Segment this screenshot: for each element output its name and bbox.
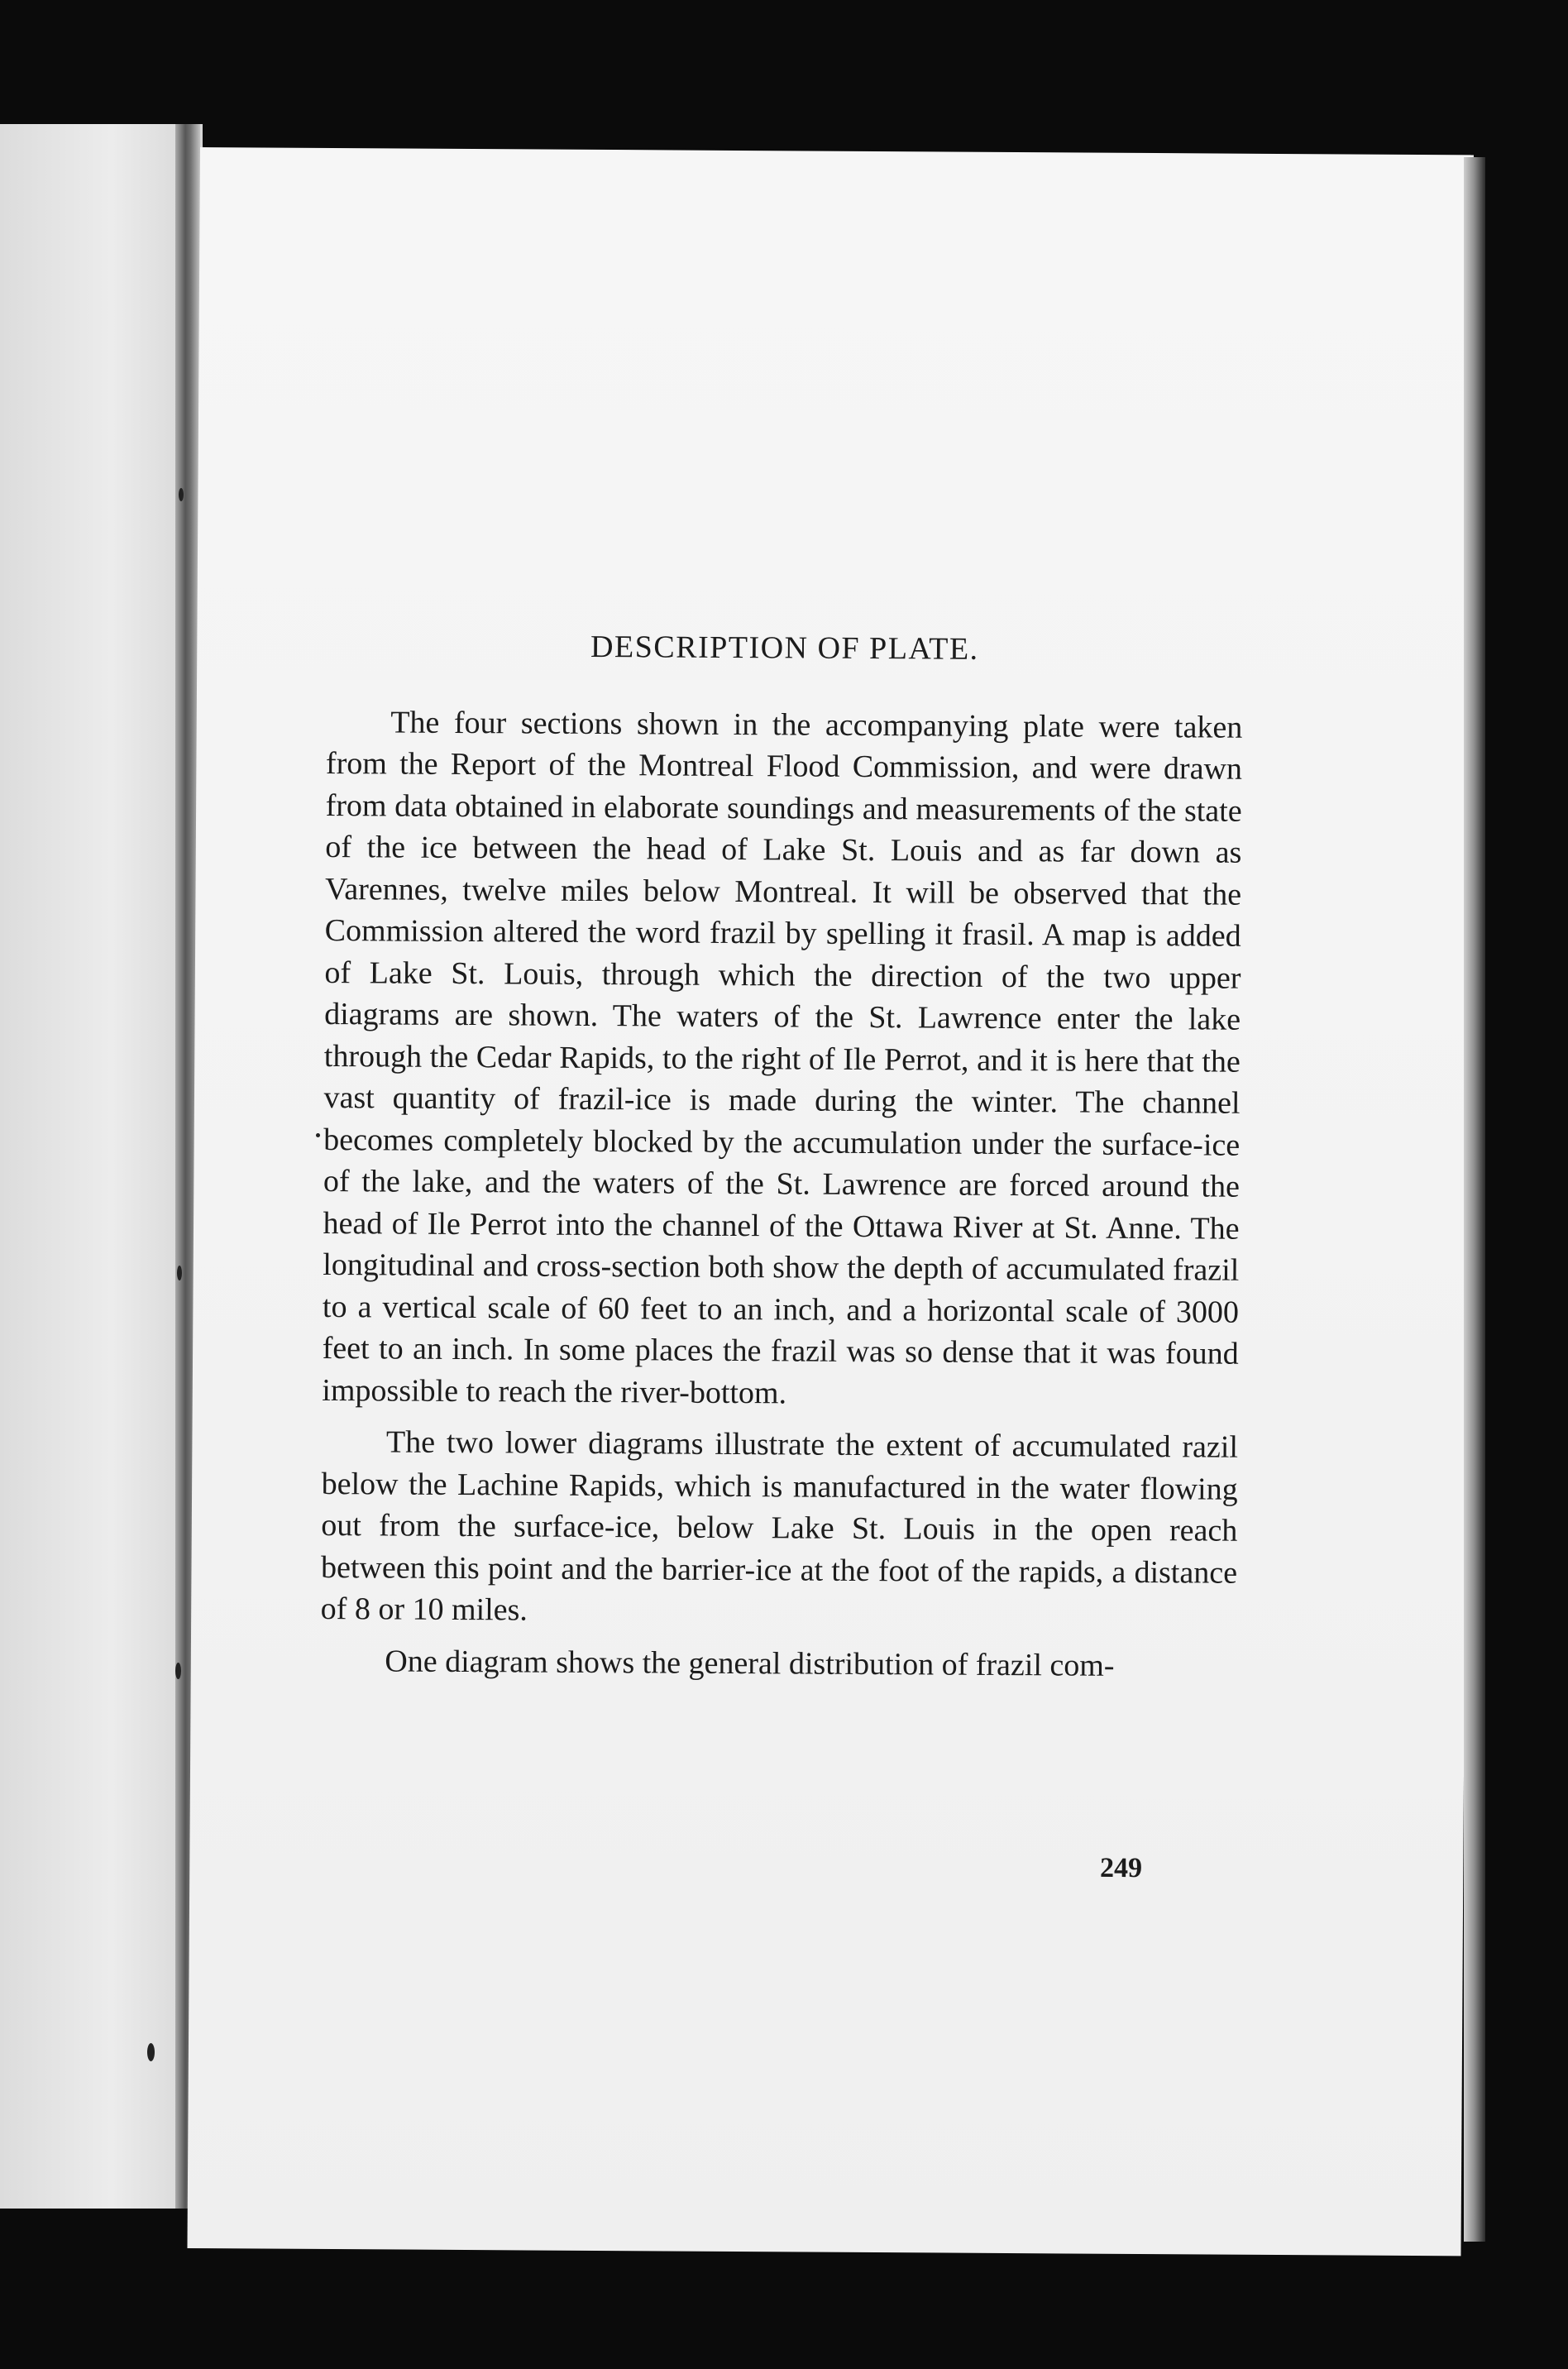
page-number: 249 [1099,1852,1143,1884]
ink-speck [179,488,184,501]
page-text-block [320,627,1243,1697]
ink-speck [147,2043,155,2061]
paragraph-2: The two lower diagrams illustrate the extent of accumulated razil below the Lachine Rapids, which is manufactured in the water flowing out from the surface-ice, below Lake St. Louis in the open reach between this point and the barrier-ice at the foot of the rapids, a distance of 8 or 10 miles. [320,1424,1239,1628]
page-right-edge [1464,157,1485,2242]
ink-speck [316,1133,320,1137]
ink-speck [177,1266,182,1280]
ink-speck [175,1663,181,1679]
page-heading: DESCRIPTION OF PLATE. [590,629,979,667]
paragraph-1: The four sections shown in the accompanying plate were taken from the Report of the Montreal Flood Commission, and were drawn from data obtained in elaborate soundings and measurements of the state of the ice between the head of Lake St. Louis and as far down as Varennes, twelve miles below Montreal. It will be observed that the Commission altered the word frazil by spelling it frasil. A map is added of Lake St. Louis, through which the direction of the two upper diagrams are shown. The waters of the St. Lawrence enter the lake through the Cedar Rapids, to the right of Ile Perrot, and it is here that the vast quantity of frazil-ice is made during the winter. The channel becomes completely blocked by the accumulation under the surface-ice of the lake, and the waters of the St. Lawrence are forced around the head of Ile Perrot into the channel of the Ottawa River at St. Anne. The longitudinal and cross-section both show the depth of accumulated frazil to a vertical scale of 60 feet to an inch, and a horizontal scale of 3000 feet to an inch. In some places the frazil was so dense that it was found impossible to reach the river-bottom. [322,705,1243,1411]
paragraph-3: One diagram shows the general distribution of frazil com- [385,1644,1115,1683]
facing-page-edge [0,124,203,2209]
